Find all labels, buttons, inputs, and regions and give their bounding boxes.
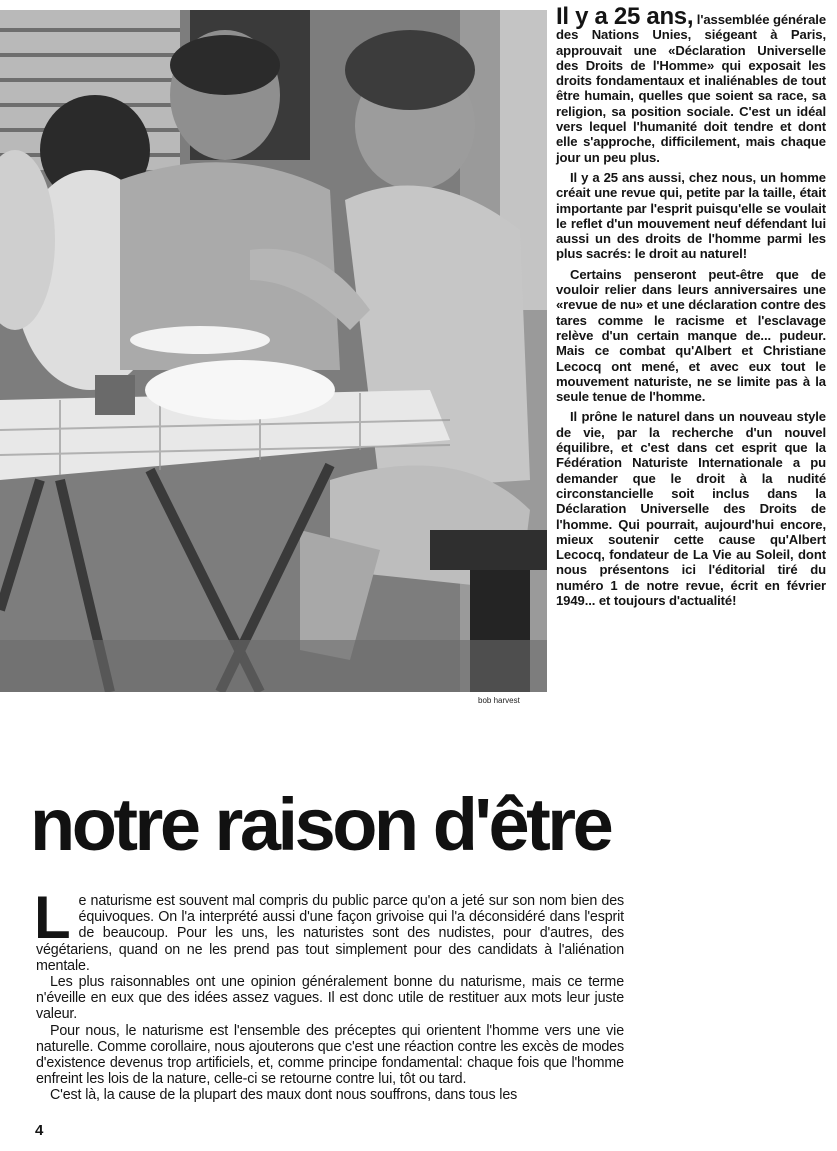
article-body	[34, 884, 624, 1104]
intro-paragraph-4: Il prône le naturel dans un nouveau style de vie, par la recherche d'un nouvel équilibre, et c'est dans cet esprit que la Fédération Naturiste Internationale a pu demander que le droit à la nudité circonstancielle soit inclus dans la Déclaration Universelle des Droits de l'homme. Qui pourrait, aujourd'hui encore, mieux soutenir cette cause qu'Albert Lecocq, fondateur de La Vie au Soleil, dont nous présentons ici l'éditorial tiré du numéro 1 de notre revue, écrit en février 1949... et toujours d'actualité!	[556, 409, 826, 608]
body-paragraph-3: Pour nous, le naturisme est l'ensemble des préceptes qui orientent l'homme vers une vie naturelle. Comme corollaire, nous ajouterons que c'est une réaction contre les excès de modes d'existence devenus trop artificiels, et, comme principe fondamental: chaque fois que l'homme enfreint les lois de la nature, celle-ci se retourne contre lui, tôt ou tard.	[36, 1022, 624, 1088]
article-photo	[0, 10, 547, 692]
intro-paragraph-2: Il y a 25 ans aussi, chez nous, un homme créait une revue qui, petite par la taille, était importante par l'esprit puisqu'elle se voulait le reflet d'un mouvement neuf défendant lui aussi un des droits de l'homme parmi les plus sacrés: le droit au naturel!	[556, 169, 826, 262]
intro-paragraph-1	[556, 3, 827, 165]
intro-lead: Il y a 25 ans,	[556, 3, 694, 30]
photo-credit: bob harvest	[478, 696, 520, 705]
body-paragraph-2: Les plus raisonnables ont une opinion généralement bonne du naturisme, mais ce terme n'éveille en eux que des idées assez vagues. Il est donc utile de restituer aux mots leur juste valeur.	[36, 974, 624, 1023]
drop-cap: L	[34, 884, 71, 951]
body-paragraph-4: C'est là, la cause de la plupart des maux dont nous souffrons, dans tous les	[50, 1087, 518, 1104]
page-number: 4	[35, 1122, 44, 1139]
article-headline: notre raison d'être	[30, 783, 611, 866]
body-paragraph-1	[34, 884, 624, 974]
intro-column	[556, 3, 827, 608]
intro-paragraph-3: Certains penseront peut-être que de vouloir relier dans leurs anniversaires une «revue de nu» et une déclaration contre des tares comme le racisme et l'esclavage relève d'un certain manque de... pudeur. Mais ce combat qu'Albert et Christiane Lecocq ont mené, et avec eux tout le mouvement naturiste, ne se limite pas à la seule tenue de l'homme.	[556, 266, 826, 405]
intro-paragraph-1-text: l'assemblée générale des Nations Unies, siégeant à Paris, approuvait une «Déclaration Universelle des Droits de l'Homme» qui exposait les droits fondamentaux et inaliénables de tout être humain, quelles que soient sa race, sa religion, sa position sociale. C'est un idéal vers lequel l'humanité doit tendre et dont elle s'approche, difficilement, mais chaque jour un peu plus.	[556, 12, 827, 165]
body-paragraph-1-text: e naturisme est souvent mal compris du public parce qu'on a jeté sur son nom bien des équivoques. On l'a interprété aussi d'une façon grivoise qui l'a déconsidéré dans l'esprit de beaucoup. Pour les uns, les naturistes sont des nudistes, pour d'autres, des végétariens, quand on ne les prend pas tout simplement pour des candidats à l'aliénation mentale.	[36, 893, 624, 974]
